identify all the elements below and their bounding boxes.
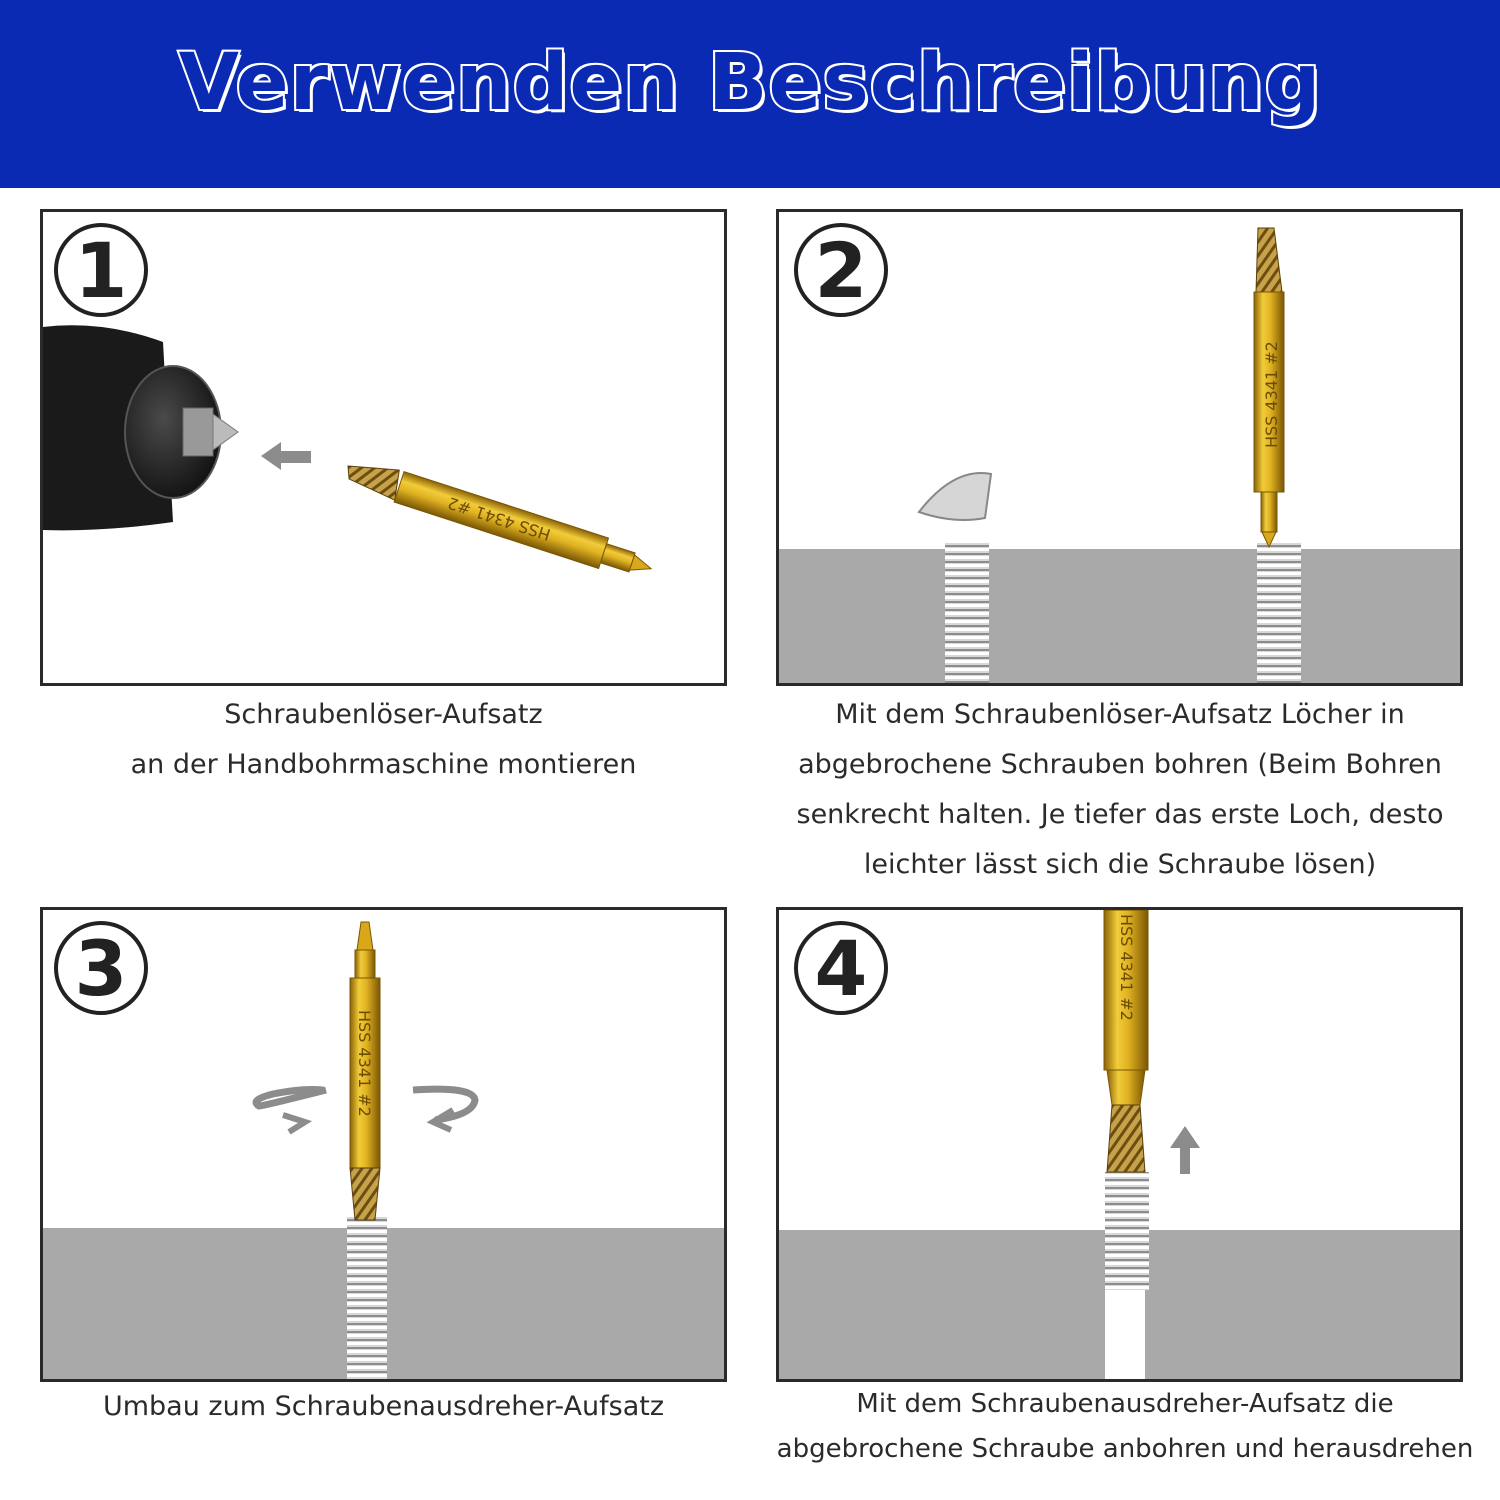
step-number-badge [796, 923, 886, 1013]
step-3-caption: Umbau zum Schraubenausdreher-Aufsatz [102, 1391, 664, 1422]
step-number: 3 [74, 924, 128, 1013]
screw-in-hole [1257, 542, 1301, 683]
up-arrow-icon [1170, 1126, 1200, 1174]
broken-screw [347, 1215, 387, 1379]
step-number: 1 [74, 226, 128, 315]
extractor-bit [1104, 910, 1148, 1172]
title-banner [0, 0, 1500, 188]
step-1-panel [40, 209, 727, 686]
extractor-bit [350, 922, 380, 1220]
bit-label: HSS 4341 #2 [445, 493, 553, 545]
step-number-badge [56, 923, 146, 1013]
step-number-badge [796, 225, 886, 315]
step-1-caption: Schraubenlöser-Aufsatz an der Handbohrmaschine montieren [130, 699, 637, 780]
extractor-bit [1254, 228, 1284, 547]
bit-label: HSS 4341 #2 [355, 1010, 374, 1117]
step-3-panel [40, 907, 727, 1382]
screw-head-icon [919, 473, 991, 520]
step-4-panel [776, 907, 1463, 1382]
step-number: 4 [814, 924, 868, 1013]
step-2-panel [776, 209, 1463, 686]
bit-label: HSS 4341 #2 [1262, 341, 1281, 448]
step-4-caption: Mit dem Schraubenausdreher-Aufsatz die abgebrochene Schraube anbohren und herausdrehen [776, 1389, 1474, 1464]
step-number: 2 [814, 226, 868, 315]
empty-hole [1105, 1290, 1145, 1379]
broken-screw [1105, 1172, 1149, 1290]
material-block [779, 549, 1460, 683]
extractor-bit [342, 455, 656, 584]
step-2-caption: Mit dem Schraubenlöser-Aufsatz Löcher in abgebrochene Schrauben bohren (Beim Bohren senkrecht halten. Je tiefer das erste Loch, desto leichter lässt sich die Schraube lösen) [796, 699, 1444, 880]
page-title: Verwenden Beschreibung [178, 38, 1322, 128]
insert-arrow-icon [261, 442, 311, 470]
bit-label: HSS 4341 #2 [1117, 914, 1136, 1021]
drill-illustration [43, 325, 238, 530]
step-number-badge [56, 225, 146, 315]
broken-screw [945, 542, 989, 683]
